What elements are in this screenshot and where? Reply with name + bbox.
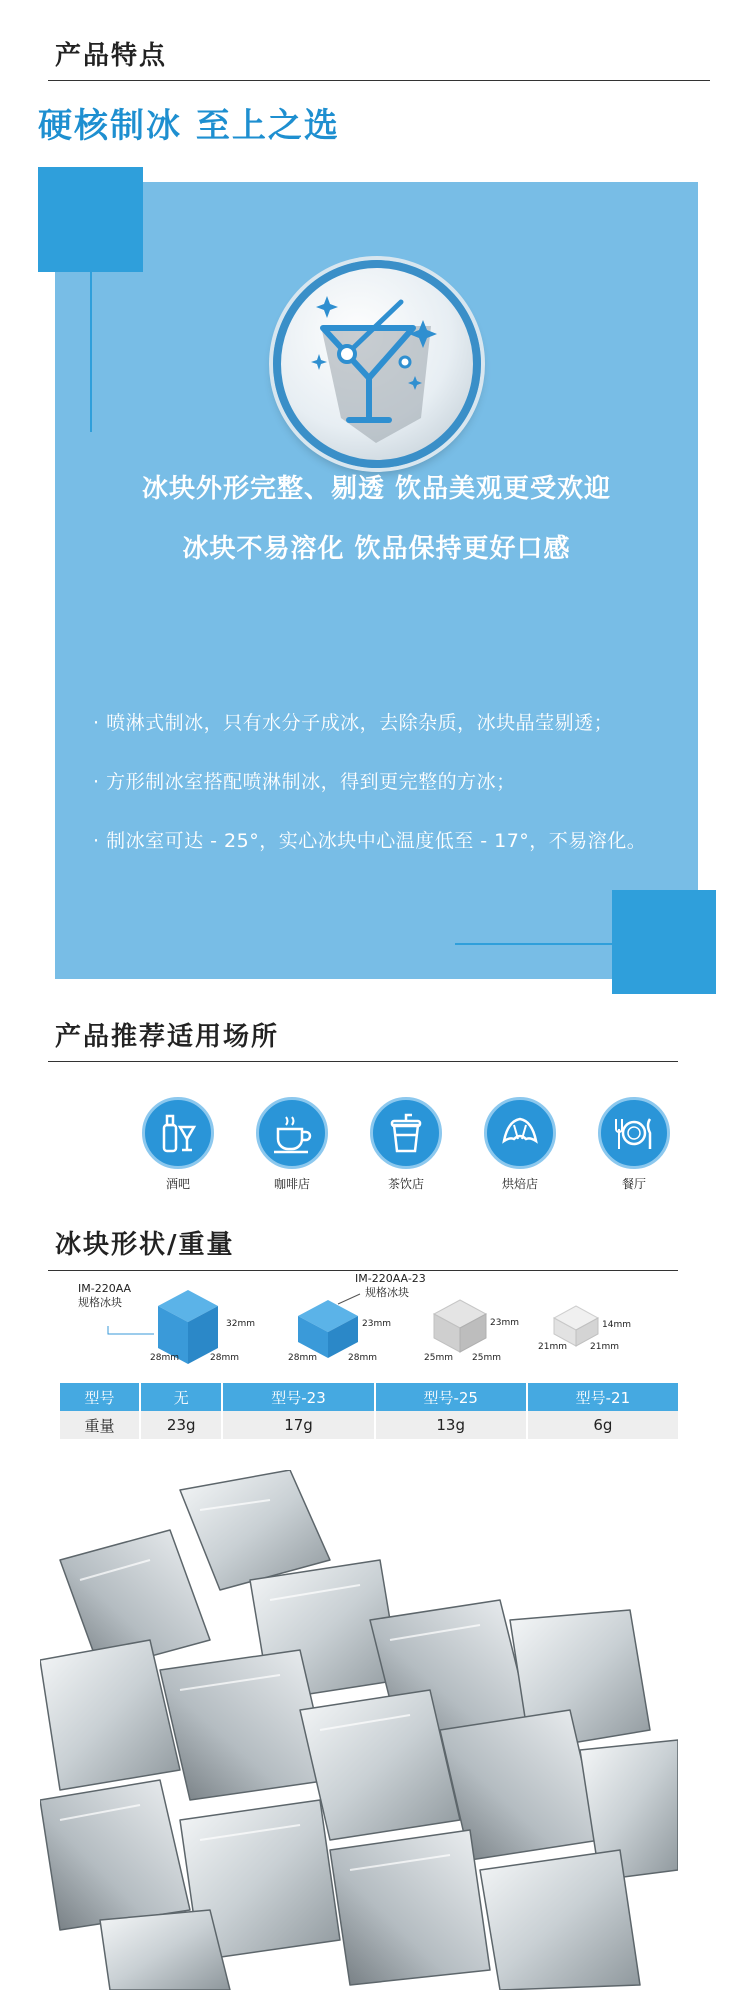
cocktail-glass-icon [273, 260, 481, 468]
section-divider [48, 1061, 678, 1062]
ice-section-title: 冰块形状/重量 [55, 1230, 235, 1260]
feature-line-1: 冰块外形完整、剔透 饮品美观更受欢迎 [141, 474, 612, 504]
cube-dimension: 21mm [590, 1342, 619, 1352]
feature-bullet: · 方形制冰室搭配喷淋制冰，得到更完整的方冰； [93, 771, 516, 793]
table-header-cell: 型号-23 [222, 1383, 374, 1411]
venue-restaurant [598, 1097, 670, 1192]
cube-dimension: 28mm [348, 1353, 377, 1363]
cube-dimension: 23mm [362, 1319, 391, 1329]
venue-label: 茶饮店 [387, 1177, 424, 1191]
panel-corner-line [90, 272, 92, 432]
feature-bullet: · 喷淋式制冰，只有水分子成冰，去除杂质，冰块晶莹剔透； [93, 712, 614, 734]
panel-corner-line [455, 943, 615, 945]
ice-cubes-photo [40, 1470, 678, 1990]
croissant-icon [484, 1097, 556, 1169]
venue-tea [370, 1097, 442, 1192]
table-header-cell: 型号 [60, 1383, 140, 1411]
section-divider [48, 1270, 678, 1271]
cube-dimension: 21mm [538, 1342, 567, 1352]
table-cell: 重量 [60, 1411, 140, 1439]
table-cell: 17g [222, 1411, 374, 1439]
features-headline: 硬核制冰 至上之选 [38, 106, 340, 146]
cube-dimension: 28mm [210, 1353, 239, 1363]
cube-dimension: 25mm [424, 1353, 453, 1363]
feature-line-2: 冰块不易溶化 饮品保持更好口感 [182, 534, 571, 564]
table-cell: 23g [140, 1411, 222, 1439]
section-divider [48, 80, 710, 81]
venue-coffee [256, 1097, 328, 1192]
cube-dimension: 32mm [226, 1319, 255, 1329]
dinner-plate-icon [598, 1097, 670, 1169]
table-cell: 6g [527, 1411, 679, 1439]
table-cell: 13g [375, 1411, 527, 1439]
cube-model-label: IM-220AA 规格冰块 [78, 1282, 132, 1309]
cube-dimension: 28mm [150, 1353, 179, 1363]
cube-dimension: 25mm [472, 1353, 501, 1363]
cube-dimension: 28mm [288, 1353, 317, 1363]
tea-drink-icon [370, 1097, 442, 1169]
coffee-cup-icon [256, 1097, 328, 1169]
table-row [60, 1411, 679, 1439]
table-header-cell: 无 [140, 1383, 222, 1411]
bar-bottle-icon [142, 1097, 214, 1169]
ice-cube-4-diagram [550, 1302, 620, 1362]
venue-bar [142, 1097, 214, 1192]
cube-dimension: 14mm [602, 1320, 631, 1330]
features-section-title: 产品特点 [55, 41, 168, 71]
venue-label: 咖啡店 [273, 1177, 310, 1191]
venue-label: 餐厅 [621, 1177, 646, 1191]
venue-bakery [484, 1097, 556, 1192]
table-header-row [60, 1383, 679, 1411]
venues-section-title: 产品推荐适用场所 [55, 1022, 280, 1052]
venue-label: 酒吧 [165, 1177, 190, 1191]
table-header-cell: 型号-21 [527, 1383, 679, 1411]
ice-weight-table [60, 1383, 680, 1439]
panel-corner-decoration [612, 890, 716, 994]
table-header-cell: 型号-25 [375, 1383, 527, 1411]
cube-dimension: 23mm [490, 1318, 519, 1328]
panel-corner-decoration [38, 167, 143, 272]
cube-model-label: IM-220AA-23 规格冰块 [355, 1272, 426, 1299]
feature-bullet: · 制冰室可达 - 25°，实心冰块中心温度低至 - 17°，不易溶化。 [93, 830, 647, 852]
venue-label: 烘焙店 [501, 1177, 538, 1191]
